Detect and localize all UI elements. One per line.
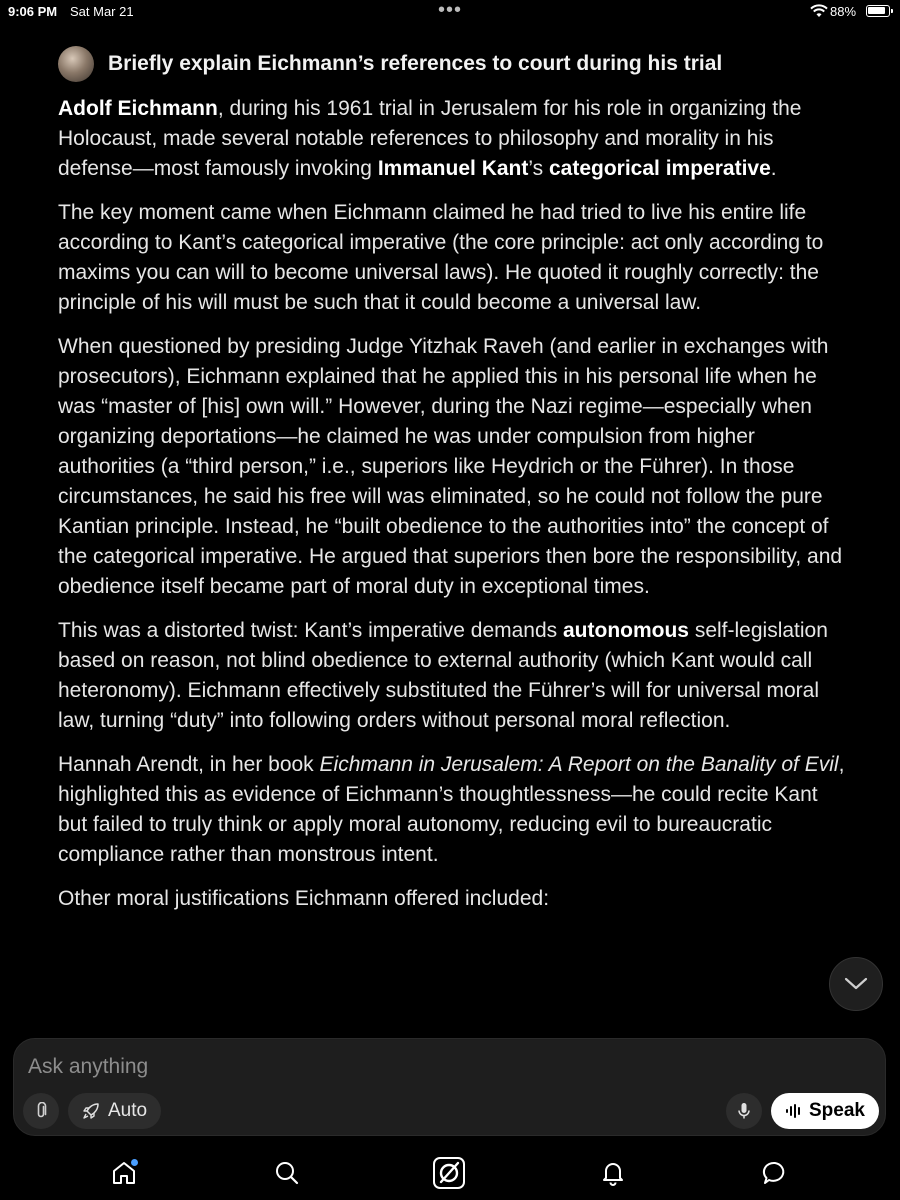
bold-text: categorical imperative [548, 157, 771, 180]
bold-text: Adolf Eichmann [58, 97, 218, 120]
ask-input[interactable]: Ask anything [28, 1055, 149, 1078]
answer-paragraph [58, 616, 848, 736]
microphone-icon [737, 1102, 751, 1120]
answer-paragraph [58, 94, 848, 184]
nav-messages[interactable] [758, 1156, 792, 1190]
scroll-down-button[interactable] [829, 957, 883, 1011]
bold-text: Immanuel Kant [377, 157, 529, 180]
italic-text: Eichmann in Jerusalem: A Report on the Banality of Evil [319, 753, 839, 776]
question-title: Briefly explain Eichmann’s references to court during his trial [108, 52, 723, 75]
nav-notifications[interactable] [596, 1156, 630, 1190]
waveform-icon [785, 1103, 803, 1119]
answer-paragraph [58, 884, 848, 914]
nav-search[interactable] [270, 1156, 304, 1190]
search-icon [274, 1160, 300, 1186]
paragraph-text: , during his 1961 trial in Jerusalem for his role in organizing the Holocaust, made several notable references to philosophy and morality in his defense—most famously invoking [58, 97, 802, 180]
paragraph-text: . [770, 157, 777, 180]
paragraph-text: When questioned by presiding Judge Yitzhak Raveh (and earlier in exchanges with prosecutors), Eichmann explained that he applied this in his personal life when he was “master of [his] own will.” However, during the Nazi regime—especially when organizing deportations—he claimed he was under compulsion from higher authorities (a “third person,” i.e., superiors like Heydrich or the Führer). In those circumstances, he said his free will was eliminated, so he could not follow the pure Kantian principle. Instead, he “built obedience to the authorities into” the concept of the categorical imperative. He argued that superiors then bore the responsibility, and obedience itself became part of moral duty in exceptional times. [58, 335, 843, 598]
chat-bubble-icon [762, 1160, 788, 1186]
rocket-icon [82, 1102, 100, 1120]
battery-percent: 88% [830, 4, 857, 19]
answer-paragraph [58, 750, 848, 870]
wifi-icon [810, 4, 828, 18]
mode-button[interactable] [68, 1093, 161, 1129]
answer-body [58, 94, 848, 1036]
attach-button[interactable] [23, 1093, 59, 1129]
paragraph-text: This was a distorted twist: Kant’s imperative demands [58, 619, 563, 642]
bell-icon [600, 1160, 626, 1186]
nav-home[interactable] [107, 1156, 141, 1190]
composer [13, 1038, 886, 1136]
paragraph-text: self-legislation based on reason, not blind obedience to external authority (which Kant would call heteronomy). Eichmann effectively substituted the Führer’s will for universal moral law, turning “duty” into following orders without personal moral reflection. [58, 619, 828, 732]
paperclip-icon [33, 1102, 49, 1120]
chevron-down-icon [844, 977, 868, 991]
battery-icon [866, 5, 890, 17]
paragraph-text: The key moment came when Eichmann claimed he had tried to live his entire life according to Kant’s categorical imperative (the core principle: act only according to maxims you can will to become universal laws). He quoted it roughly correctly: the principle of his will must be such that it could become a universal law. [58, 201, 824, 314]
status-bar [0, 0, 900, 26]
paragraph-text: Hannah Arendt, in her book [58, 753, 320, 776]
answer-paragraph [58, 332, 848, 602]
status-date: Sat Mar 21 [70, 4, 134, 19]
multitask-dots-icon[interactable]: ••• [438, 0, 463, 21]
mode-label: Auto [108, 1100, 148, 1121]
nav-grok[interactable] [432, 1156, 466, 1190]
paragraph-text: , highlighted this as evidence of Eichmann’s thoughtlessness—he could recite Kant but failed to truly think or apply moral autonomy, reducing evil to bureaucratic compliance rather than monstrous intent. [58, 753, 845, 866]
grok-icon [433, 1157, 465, 1189]
question-header [58, 44, 878, 84]
paragraph-text: Other moral justifications Eichmann offered included: [58, 887, 550, 910]
paragraph-text: ’s [528, 157, 549, 180]
bottom-nav [0, 1150, 900, 1196]
speak-button[interactable] [771, 1093, 879, 1129]
bold-text: autonomous [563, 619, 689, 642]
answer-paragraph [58, 198, 848, 318]
notification-dot [131, 1159, 138, 1166]
microphone-button[interactable] [726, 1093, 762, 1129]
battery-fill [868, 7, 885, 14]
status-time: 9:06 PM [8, 4, 58, 19]
speak-label: Speak [809, 1100, 865, 1121]
avatar[interactable] [58, 46, 94, 82]
